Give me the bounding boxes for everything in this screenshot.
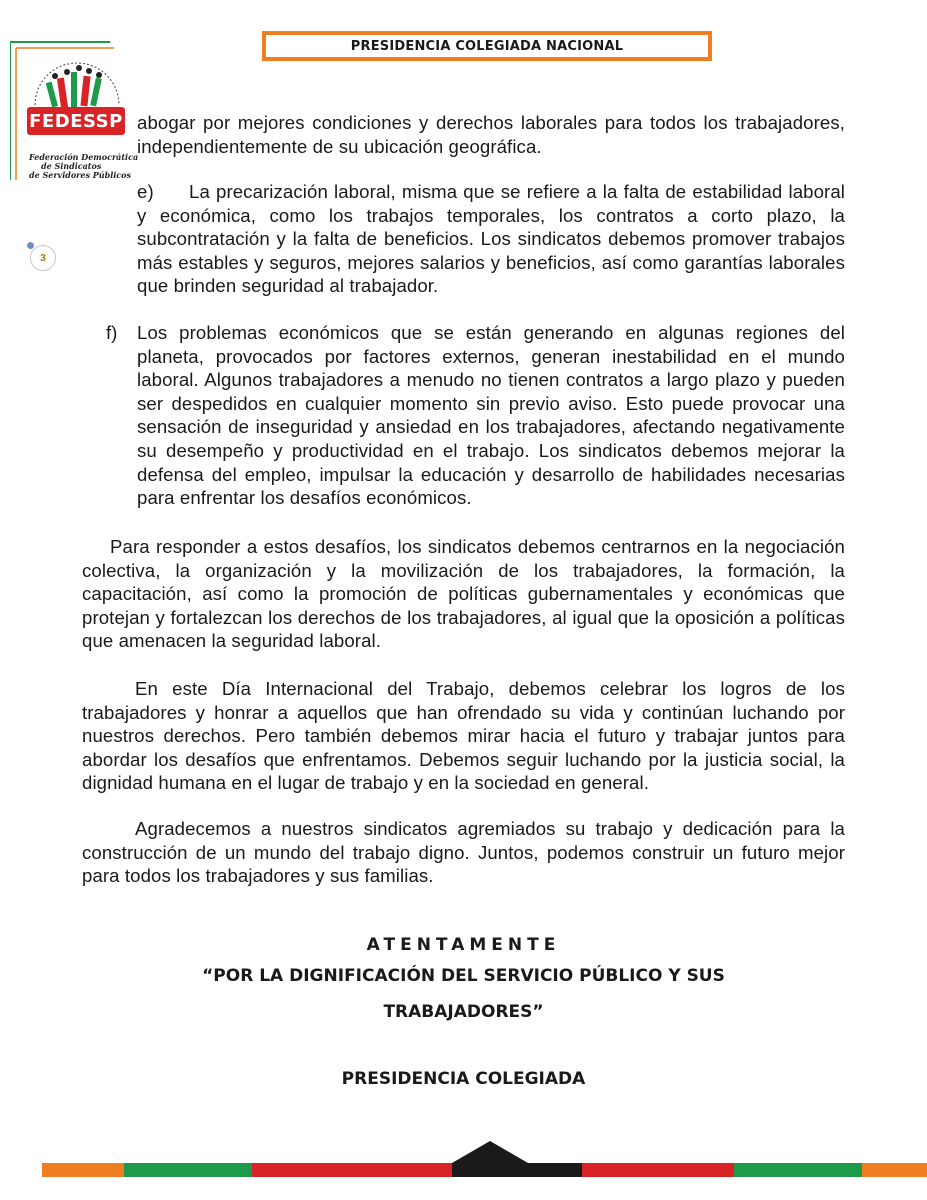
logo-subtitle-line: de Sindicatos: [41, 161, 102, 171]
fedessp-logo: [10, 40, 139, 200]
paragraph-challenges: Para responder a estos desafíos, los sindicatos debemos centrarnos en la negociación colectiva, la organización y la movilización de los trabajadores, la formación, la capacitación, así como la promoción de políticas gubernamentales y económicas que protejan y fortalezcan los derechos de los trabajadores, al igual que la oposición a políticas que amenacen la seguridad laboral.: [82, 536, 845, 652]
logo-subtitle-line: de Servidores Públicos: [29, 170, 131, 180]
list-item-f: Los problemas económicos que se están generando en algunas regiones del planeta, provocados por factores externos, generan inestabilidad en el mundo laboral. Algunos trabajadores a menudo no tienen contratos a largo plazo y pueden ser despedidos en cualquier momento sin previo aviso. Esto puede provocar una sensación de inseguridad y ansiedad en los trabajadores, afectando negativamente su desempeño y productividad en el trabajo. Los sindicatos debemos mejorar la defensa del empleo, impulsar la educación y desarrollo de habilidades necesarias para enfrentar los desafíos económicos.: [137, 322, 845, 509]
logo-subtitle: [29, 153, 139, 180]
signature: PRESIDENCIA COLEGIADA: [341, 1069, 586, 1089]
motto-line-2: TRABAJADORES”: [383, 1002, 544, 1022]
page-number: 3: [30, 245, 56, 271]
paragraph-labor-day: En este Día Internacional del Trabajo, debemos celebrar los logros de los trabajadores y honrar a aquellos que han ofrendado su vida y continúan luchando por nuestros derechos. Pero también debemos mirar hacia el futuro y trabajar juntos para abordar los desafíos que enfrentamos. Debemos seguir luchando por la justicia social, la dignidad humana en el lugar de trabajo y en la sociedad en general.: [82, 678, 845, 794]
list-item-e: [137, 180, 845, 298]
workers-emblem-icon: [27, 50, 127, 150]
paragraph-thanks: Agradecemos a nuestros sindicatos agremiados su trabajo y dedicación para la construcción de un mundo del trabajo digno. Juntos, podemos construir un futuro mejor para todos los trabajadores y sus familias.: [82, 818, 845, 887]
header-banner: [262, 31, 712, 61]
list-label-e: e): [137, 181, 154, 202]
list-label-f: f): [106, 322, 118, 343]
logo-brand: FEDESSP: [27, 107, 125, 135]
list-text-e: La precarización laboral, misma que se refiere a la falta de estabilidad laboral y económica, como los trabajos temporales, los contratos a corto plazo, la subcontratación y la falta de beneficios. Los sindicatos debemos promover trabajos más estables y seguros, mejores salarios y beneficios, así como garantías laborales que brinden seguridad al trabajador.: [137, 181, 845, 297]
header-title: PRESIDENCIA COLEGIADA NACIONAL: [350, 38, 624, 54]
paragraph-continuation: abogar por mejores condiciones y derechos laborales para todos los trabajadores, independientemente de su ubicación geográfica.: [137, 112, 845, 157]
logo-subtitle-line: Federación Democrática: [29, 152, 139, 162]
motto-line-1: “POR LA DIGNIFICACIÓN DEL SERVICIO PÚBLICO Y SUS: [202, 966, 725, 986]
footer-color-band-icon: [0, 1135, 927, 1200]
salutation: ATENTAMENTE: [366, 935, 561, 955]
